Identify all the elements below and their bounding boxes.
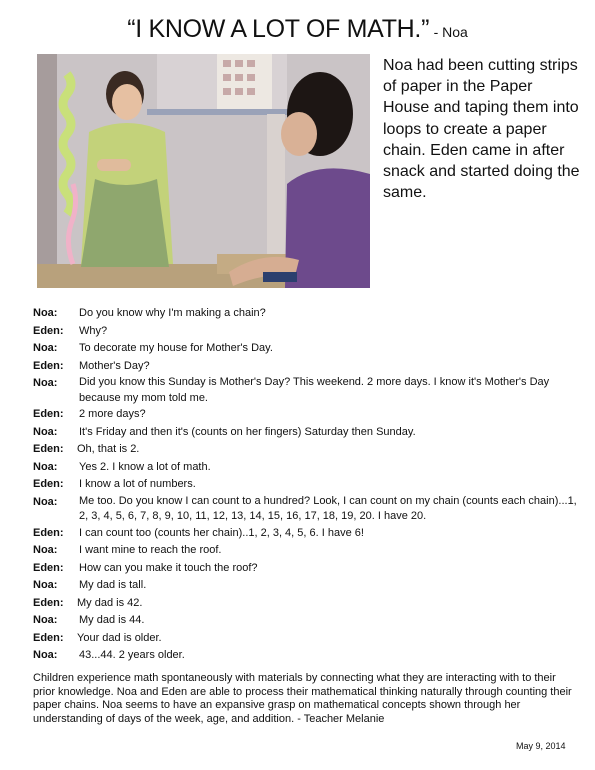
dialogue-text: I want mine to reach the roof. [79,544,222,556]
dialogue-text: I know a lot of numbers. [79,478,196,490]
speaker-label: Eden: [33,561,64,574]
intro-paragraph: Noa had been cutting strips of paper in the Paper House and taping them into loops to create a paper chain. Eden came in after snack and started doing the same. [383,57,580,202]
speaker-label: Noa: [33,614,58,626]
dialogue-text: Do you know why I'm making a chain? [79,307,266,319]
speaker-label: Eden: [33,478,64,490]
speaker-label: Noa: [33,460,58,473]
speaker-label: Noa: [33,425,58,438]
title-quote: “I KNOW A LOT OF MATH.” [127,15,430,43]
dialogue-text: Yes 2. I know a lot of math. [79,460,211,473]
dialogue-line [33,595,578,613]
speaker-label: Noa: [33,649,58,661]
classroom-photo [37,54,370,288]
dialogue-text: 43...44. 2 years older. [79,649,185,661]
speaker-label: Eden: [33,443,64,455]
dialogue-text: Did you know this Sunday is Mother's Day? This weekend. 2 more days. I know it's Mother's Day because my mom told me. [79,376,550,404]
speaker-label: Eden: [33,596,64,609]
dialogue-text: Me too. Do you know I can count to a hundred? Look, I can count on my chain (counts each chain)...1, 2, 3, 4, 5, 6, 7, 8, 9, 10, 11, 12, 13, 14, 15, 16, 17, 18, 19, 20. I have 20. [79,494,577,522]
dialogue-text: It's Friday and then it's (counts on her fingers) Saturday then Sunday. [79,425,416,438]
dialogue-text: Mother's Day? [79,359,150,372]
speaker-label: Noa: [33,544,58,556]
teacher-reflection: Children experience math spontaneously with materials by connecting what they are interacting with to their prior knowledge. Noa and Eden are able to process their mathematical thinking naturally through counting their paper chains. Noa seems to have an expansive grasp on mathematical concepts shown through her understanding of days of the week, age, and addition. - Teacher Melanie [33,672,572,725]
speaker-label: Noa: [33,495,58,508]
speaker-label: Noa: [33,377,58,389]
speaker-label: Eden: [33,324,64,337]
photo-illustration [37,54,370,288]
speaker-label: Noa: [33,342,58,354]
speaker-label: Eden: [33,526,64,539]
speaker-label: Noa: [33,579,58,591]
dialogue-line [33,494,578,525]
speaker-label: Noa: [33,307,58,319]
dialogue-line [33,305,578,323]
dialogue-transcript [33,305,578,665]
dialogue-text: My dad is 44. [79,614,145,626]
dialogue-line [33,424,578,442]
dialogue-text: My dad is 42. [77,596,143,609]
dialogue-line [33,476,578,494]
title-author: - Noa [433,24,468,40]
dialogue-text: Oh, that is 2. [77,443,140,455]
dialogue-line [33,358,578,376]
speaker-label: Eden: [33,631,64,644]
dialogue-text: Why? [79,324,108,337]
dialogue-text: 2 more days? [79,408,146,420]
dialogue-line [33,525,578,543]
dialogue-line [33,375,578,406]
dialogue-text: My dad is tall. [79,579,147,591]
speaker-label: Eden: [33,408,64,420]
dialogue-line [33,542,578,560]
dialogue-line [33,441,578,459]
dialogue-text: How can you make it touch the roof? [79,561,258,574]
document-date: May 9, 2014 [516,741,566,751]
dialogue-line [33,647,578,665]
dialogue-text: To decorate my house for Mother's Day. [79,342,273,354]
dialogue-line [33,630,578,648]
dialogue-line [33,340,578,358]
dialogue-line [33,612,578,630]
dialogue-line [33,323,578,341]
speaker-label: Eden: [33,359,64,372]
dialogue-line [33,577,578,595]
page-title [0,15,595,44]
dialogue-line [33,560,578,578]
dialogue-text: I can count too (counts her chain)..1, 2, 3, 4, 5, 6. I have 6! [79,526,364,539]
dialogue-line [33,459,578,477]
dialogue-text: Your dad is older. [77,631,162,644]
dialogue-line [33,406,578,424]
